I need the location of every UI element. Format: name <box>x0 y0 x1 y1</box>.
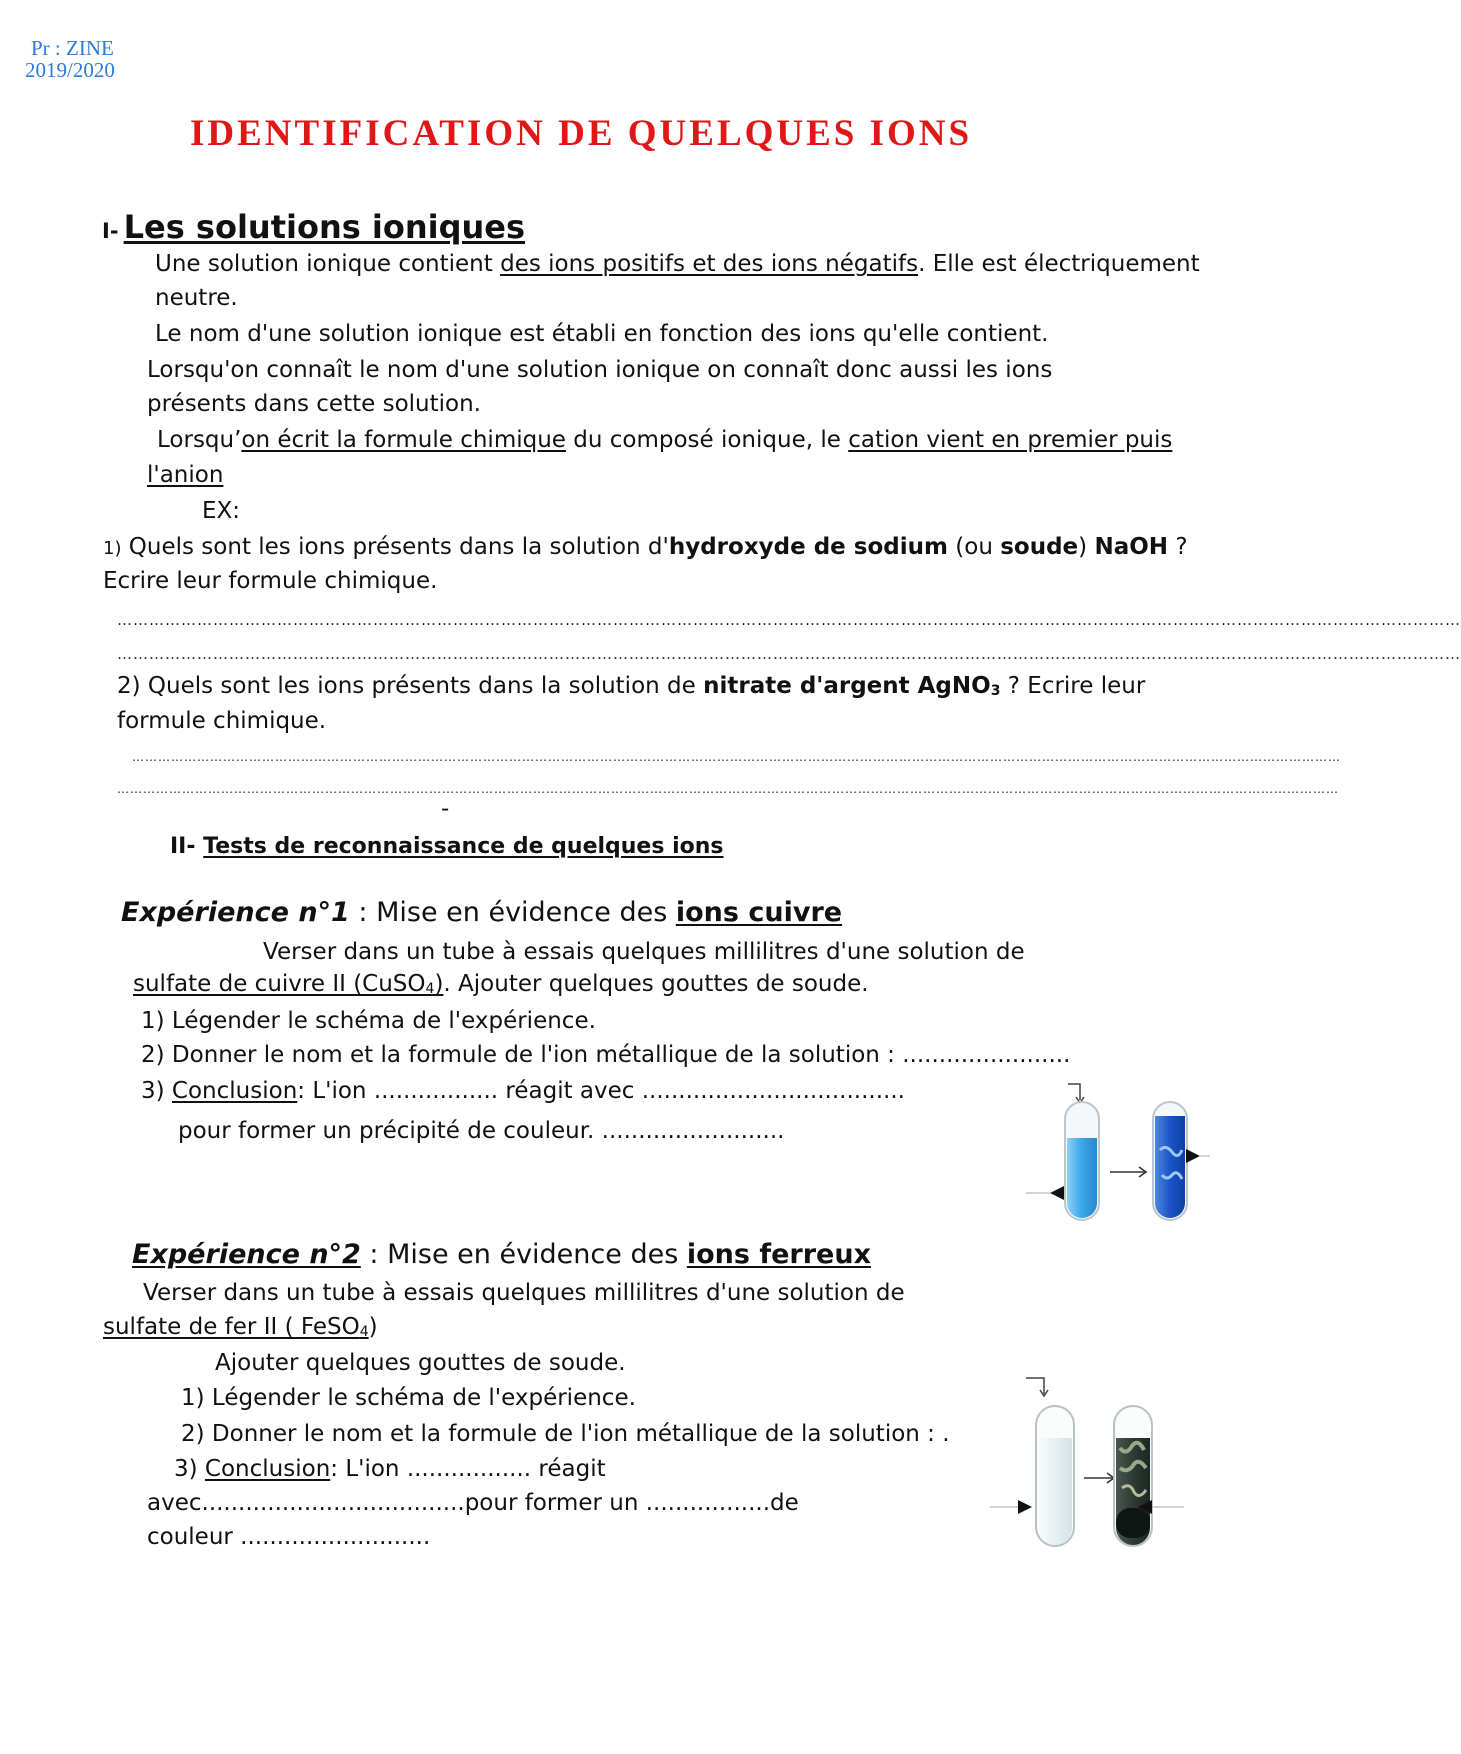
p4-underlined-1: on écrit la formule chimique <box>241 427 566 453</box>
q1-text-c: ) <box>1078 534 1095 560</box>
label-arrow-1-icon <box>1050 1186 1064 1200</box>
answer-line-2: ……………………………………………………………………………………………………………………………………………………………………………………………………………………………… <box>117 645 1461 663</box>
answer-line-1: ……………………………………………………………………………………………………………………………………………………………………………………………………………………………… <box>117 611 1461 629</box>
exp2-line-1: Verser dans un tube à essais quelques millilitres d'une solution de <box>143 1280 905 1306</box>
exp2-q3-num: 3) <box>174 1456 205 1482</box>
exp1-line-2 <box>133 970 869 1003</box>
exp1-heading <box>121 897 842 928</box>
paragraph-2: Le nom d'une solution ionique est établi en fonction des ions qu'elle contient. <box>155 321 1049 347</box>
exp1-line-1: Verser dans un tube à essais quelques millilitres d'une solution de <box>263 939 1025 965</box>
exp2-test-tubes-figure <box>988 1368 1188 1552</box>
exp1-q3-conclusion: Conclusion <box>171 1078 298 1104</box>
paragraph-3-line-1: Lorsqu'on connaît le nom d'une solution ionique on connaît donc aussi les ions <box>147 357 1053 383</box>
exp2-ion: ions ferreux <box>686 1239 871 1270</box>
exp2-q3-rest: : L'ion ................. réagit <box>330 1456 606 1482</box>
exp1-q3 <box>141 1077 905 1105</box>
exp2-heading <box>132 1239 871 1270</box>
exp1-line-2-rest: . Ajouter quelques gouttes de soude. <box>443 971 869 997</box>
exp1-test-tubes-figure <box>1020 1080 1210 1240</box>
exp2-q3 <box>174 1455 606 1483</box>
section-2-numeral: II- <box>170 834 204 859</box>
tube-1-solution <box>1067 1138 1097 1218</box>
exp1-q2: 2) Donner le nom et la formule de l'ion métallique de la solution : ....................... <box>141 1042 1071 1068</box>
q2-bold: nitrate d'argent AgNO <box>703 673 991 699</box>
q1-bold-a: hydroxyde de sodium <box>668 534 948 560</box>
exp2-line-2 <box>103 1313 378 1346</box>
exp1-q3-num: 3) <box>141 1078 172 1104</box>
paragraph-3-line-2: présents dans cette solution. <box>147 391 481 417</box>
answer-line-3: ……………………………………………………………………………………………………………………………………………………………………………………………………………………………………………………… <box>132 750 1341 764</box>
author-label: Pr : ZINE <box>31 36 114 60</box>
exp2-q3-line-2: avec....................................pour former un .................de <box>147 1490 799 1516</box>
section-1-title: Les solutions ioniques <box>123 208 526 246</box>
section-1-heading <box>102 208 525 246</box>
exp1-sep: : Mise en évidence des <box>349 897 676 928</box>
p1-underlined: des ions positifs et des ions négatifs <box>500 251 919 277</box>
exp2-label: Expérience n°2 <box>132 1239 361 1270</box>
section-1-numeral: I- <box>102 219 119 243</box>
label-arrow-2-icon <box>1186 1149 1200 1163</box>
exp2-solution-b: ) <box>368 1314 378 1340</box>
exp1-solution-a: sulfate de cuivre II (CuSO <box>133 971 426 997</box>
exp1-q3-rest: : L'ion ................. réagit avec .................................... <box>297 1078 905 1104</box>
paragraph-1-line-2: neutre. <box>155 285 238 311</box>
question-2 <box>117 672 1145 705</box>
p4-text-a: Lorsqu’ <box>157 427 242 453</box>
exp2-q3-line-3: couleur .......................... <box>147 1524 431 1550</box>
page-title: IDENTIFICATION DE QUELQUES IONS <box>190 113 973 154</box>
p1-text-a: Une solution ionique contient <box>155 251 501 277</box>
exp2-q1: 1) Légender le schéma de l'expérience. <box>181 1385 636 1411</box>
drop-arrow-icon <box>1068 1084 1080 1100</box>
example-label: EX: <box>202 498 241 524</box>
exp1-solution-b: ) <box>434 971 444 997</box>
exp2-solution-name <box>103 1314 369 1340</box>
p1-text-b: . Elle est électriquement <box>918 251 1200 277</box>
q1-text-b: (ou <box>947 534 1001 560</box>
q1-number: 1) <box>103 538 122 559</box>
q2-text-b: ? Ecrire leur <box>1000 673 1146 699</box>
paragraph-4-line-2: l'anion <box>147 462 224 488</box>
exp1-ion: ions cuivre <box>675 897 843 928</box>
question-1 <box>103 533 1188 563</box>
exp1-solution-name <box>133 971 443 997</box>
exp2-line-3: Ajouter quelques gouttes de soude. <box>215 1350 626 1376</box>
p4-underlined-2: cation vient en premier puis <box>848 427 1173 453</box>
exp1-solution-sub: 4 <box>425 981 435 997</box>
q1-text-a: Quels sont les ions présents dans la solution d' <box>121 534 669 560</box>
question-1-line-2: Ecrire leur formule chimique. <box>103 568 438 594</box>
paragraph-1-line-1 <box>155 250 1200 278</box>
school-year: 2019/2020 <box>25 58 115 82</box>
exp1-q1: 1) Légender le schéma de l'expérience. <box>141 1008 596 1034</box>
paragraph-4-line-1 <box>157 426 1172 454</box>
exp2-sep: : Mise en évidence des <box>360 1239 687 1270</box>
p4-text-b: du composé ionique, le <box>565 427 849 453</box>
answer-line-4: ………………………………………………………………………………………………………………………………………………………………………………………………………………………………………………………… <box>117 782 1339 796</box>
q1-bold-b: soude <box>1000 534 1079 560</box>
tube-2-precipitate <box>1155 1116 1185 1218</box>
exp2-solution-a: sulfate de fer II ( FeSO <box>103 1314 360 1340</box>
exp1-q3-line-2: pour former un précipité de couleur. ......................... <box>178 1118 785 1144</box>
q2-subscript: 3 <box>990 683 1001 699</box>
section-2-title: Tests de reconnaissance de quelques ions <box>203 834 724 859</box>
exp2-solution-sub: 4 <box>359 1324 369 1340</box>
exp2-q2: 2) Donner le nom et la formule de l'ion métallique de la solution : . <box>181 1421 950 1447</box>
q1-text-d: ? <box>1168 534 1188 560</box>
exp2-label-arrow-1-icon <box>1018 1500 1032 1514</box>
exp2-q3-conclusion: Conclusion <box>204 1456 331 1482</box>
exp1-label: Expérience n°1 <box>121 897 350 928</box>
section-2-heading <box>170 834 724 859</box>
q1-bold-c: NaOH <box>1094 534 1169 560</box>
exp2-tube-1-solution <box>1038 1438 1072 1545</box>
stray-dash: - <box>441 796 450 822</box>
question-2-line-2: formule chimique. <box>117 708 327 734</box>
q2-text-a: 2) Quels sont les ions présents dans la solution de <box>117 673 704 699</box>
